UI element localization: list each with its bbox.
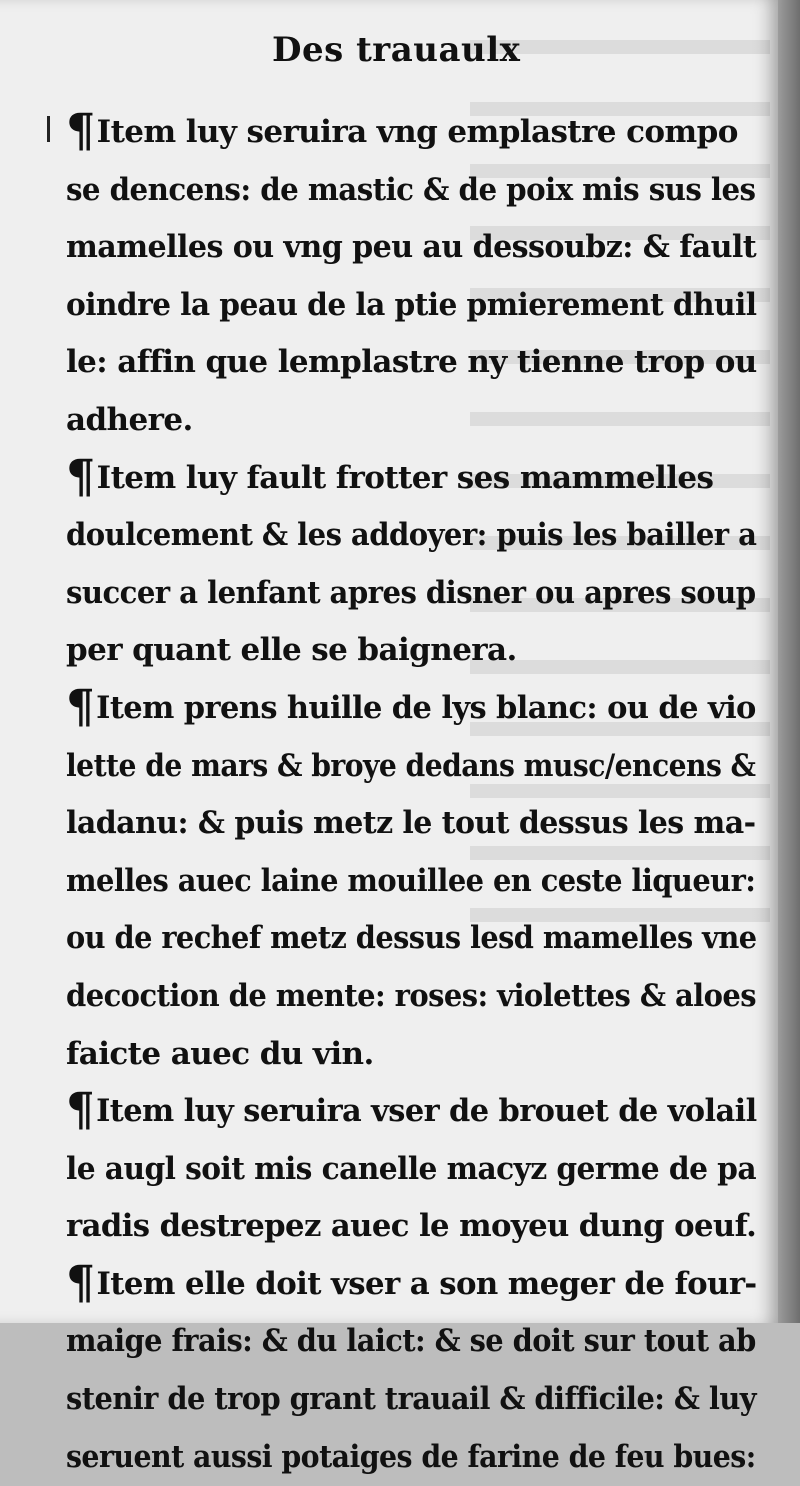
text-line: se dencens: de mastic & de poix mis sus les: [66, 171, 756, 208]
text-line: melles auec laine mouillee en ceste liqueur:: [66, 862, 756, 899]
text-line: seruent aussi potaiges de farine de feu bues:: [66, 1438, 756, 1475]
margin-mark: [47, 116, 50, 142]
text-line: doulcement & les addoyer: puis les bailler a: [66, 517, 757, 554]
pilcrow-icon: ¶: [66, 1082, 95, 1137]
pilcrow-icon: ¶: [66, 1254, 95, 1309]
text-line: le augl soit mis canelle macyz germe de pa: [66, 1150, 757, 1187]
text-line: ¶Item luy seruira vng emplastre compo: [66, 103, 738, 157]
text-line: decoction de mente: roses: violettes & aloes: [66, 977, 757, 1014]
text-line: ¶Item elle doit vser a son meger de four-: [66, 1254, 757, 1309]
page-gutter: [778, 0, 800, 1323]
text-line: ¶Item prens huille de lys blanc: ou de vio: [66, 678, 756, 733]
pilcrow-icon: ¶: [66, 448, 95, 503]
text-line: ¶Item luy fault frotter ses mammelles: [66, 448, 714, 503]
pilcrow-icon: ¶: [66, 678, 95, 733]
pilcrow-icon: ¶: [66, 103, 95, 157]
running-title: Des trauaulx: [272, 30, 521, 70]
text-line: succer a lenfant apres disner ou apres soup: [66, 574, 756, 611]
text-line: le: affin que lemplastre ny tienne trop ou: [66, 344, 757, 381]
text-line: radis destrepez auec le moyeu dung oeuf.: [66, 1208, 757, 1245]
text-line: ladanu: & puis metz le tout dessus les ma-: [66, 805, 756, 842]
body-text: [66, 104, 756, 1486]
text-line: ou de rechef metz dessus lesd mamelles vne: [66, 920, 757, 957]
text-line: mamelles ou vng peu au dessoubz: & fault: [66, 229, 757, 266]
text-line: adhere.: [66, 401, 193, 438]
text-line: oindre la peau de la ptie pmierement dhuil: [66, 286, 757, 323]
text-line: ¶Item luy seruira vser de brouet de volail: [66, 1082, 757, 1137]
text-line: lette de mars & broye dedans musc/encens &: [66, 747, 756, 784]
text-line: maige frais: & du laict: & se doit sur tout ab: [66, 1323, 756, 1360]
text-line: per quant elle se baignera.: [66, 632, 517, 669]
text-line: faicte auec du vin.: [66, 1035, 374, 1072]
text-line: stenir de trop grant trauail & difficile: & luy: [66, 1381, 757, 1418]
